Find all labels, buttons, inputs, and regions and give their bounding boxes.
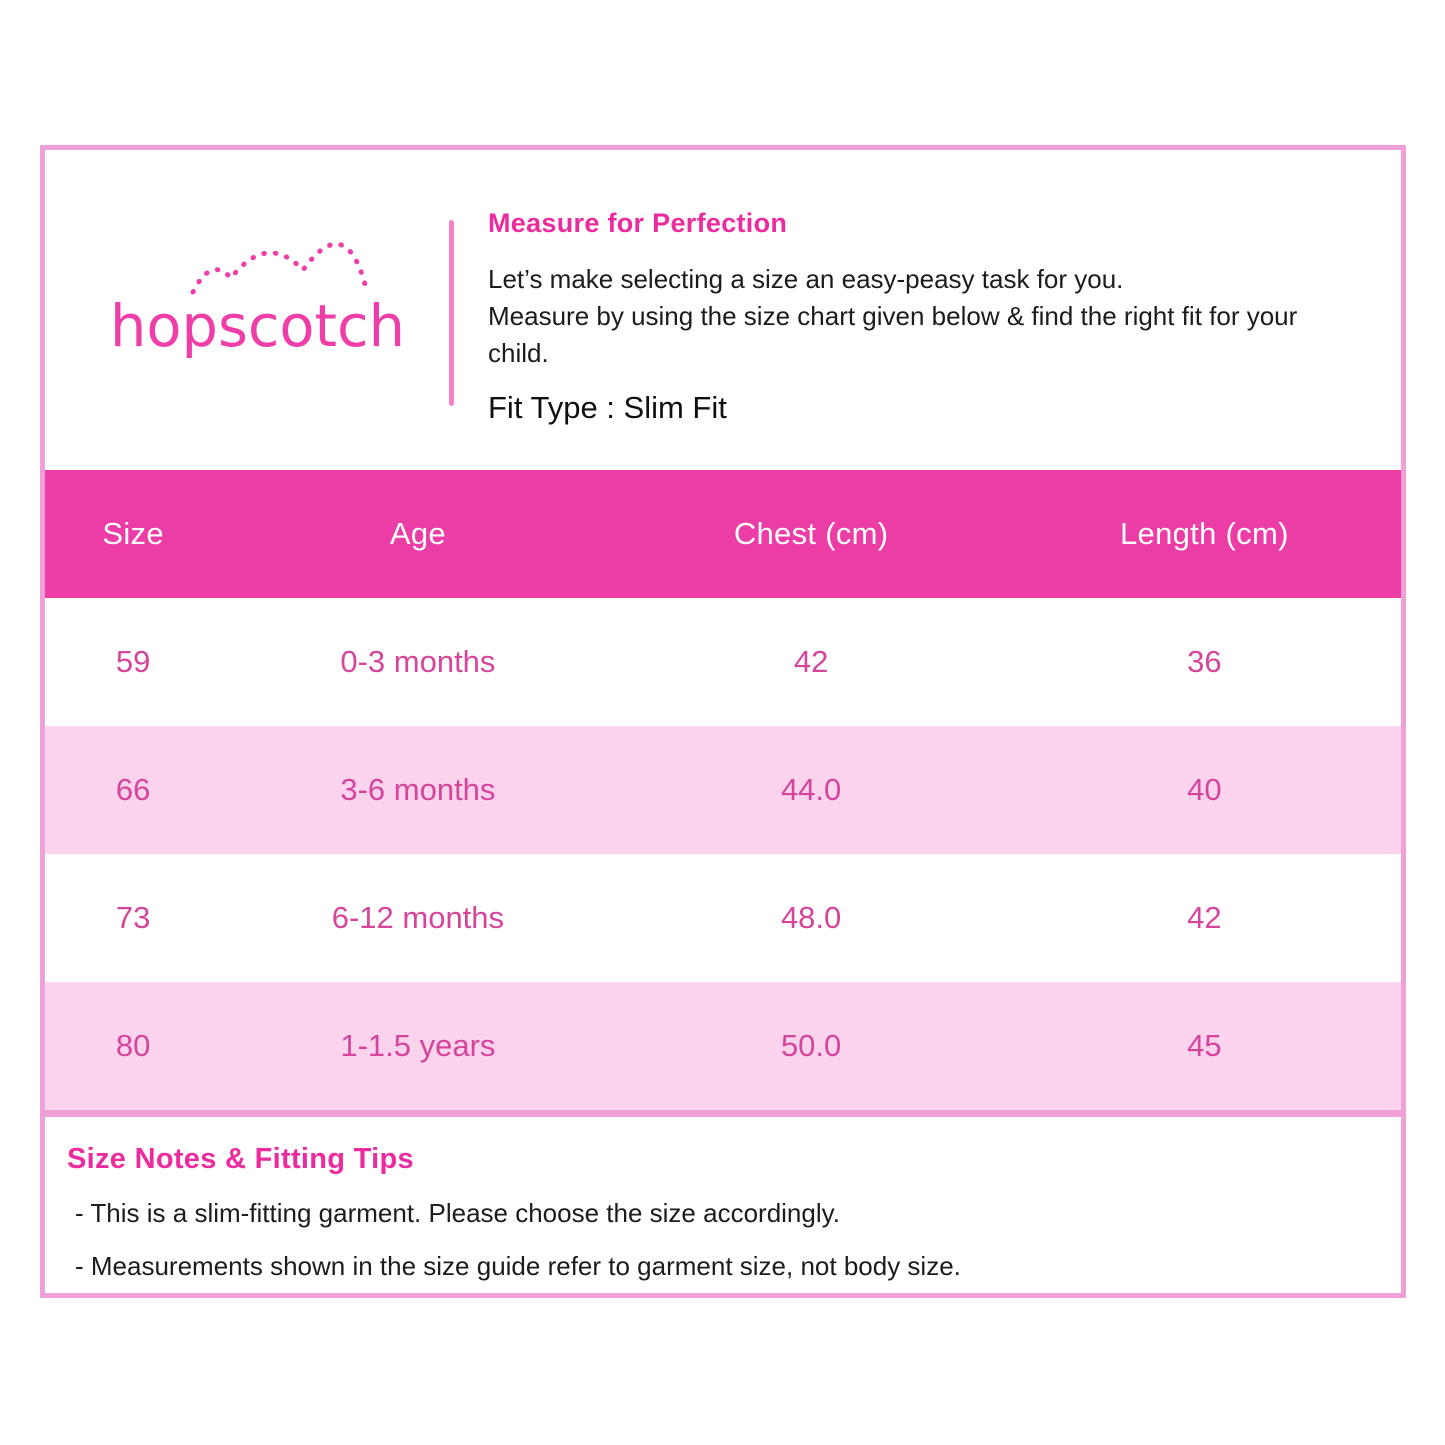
note-item-2: - Measurements shown in the size guide refer to garment size, not body size. xyxy=(75,1251,961,1281)
cell-size: 73 xyxy=(115,900,151,935)
hopscotch-logo xyxy=(105,226,415,386)
cell-length: 42 xyxy=(1187,900,1222,935)
cell-chest: 50.0 xyxy=(780,1028,842,1063)
header-size: Size xyxy=(102,516,164,551)
notes-section xyxy=(45,1110,1401,1282)
cell-age: 1-1.5 years xyxy=(340,1028,496,1063)
table-row xyxy=(45,982,1401,1110)
logo-text: hopscotch xyxy=(110,292,405,360)
vertical-divider xyxy=(449,220,454,406)
intro-block xyxy=(488,208,1388,426)
intro-line-2: Measure by using the size chart given below & find the right fit for your xyxy=(488,301,1298,331)
table-row xyxy=(45,854,1401,982)
hopscotch-logo-graphic xyxy=(105,226,415,386)
cell-age: 3-6 months xyxy=(340,772,496,807)
logo-dashed-hops-icon xyxy=(193,244,365,292)
intro-line-3: child. xyxy=(488,338,549,368)
notes-title: Size Notes & Fitting Tips xyxy=(67,1143,414,1175)
intro-line-1: Let’s make selecting a size an easy-peasy task for you. xyxy=(488,264,1124,294)
cell-length: 45 xyxy=(1187,1028,1222,1063)
top-section xyxy=(45,150,1401,470)
notes-divider xyxy=(45,1110,1401,1117)
header-chest: Chest (cm) xyxy=(733,516,889,551)
size-table xyxy=(45,470,1401,1110)
cell-chest: 48.0 xyxy=(780,900,842,935)
cell-size: 80 xyxy=(115,1028,151,1063)
notes-content xyxy=(45,1117,1401,1282)
cell-chest: 42 xyxy=(793,644,829,679)
header-length: Length (cm) xyxy=(1120,516,1289,551)
header-age: Age xyxy=(389,516,446,551)
table-header-row xyxy=(45,470,1401,598)
intro-body xyxy=(488,261,1388,372)
cell-length: 36 xyxy=(1187,644,1222,679)
size-chart-card xyxy=(40,145,1406,1298)
cell-age: 0-3 months xyxy=(340,644,496,679)
note-item-1: - This is a slim-fitting garment. Please choose the size accordingly. xyxy=(75,1198,840,1228)
table-row xyxy=(45,598,1401,726)
cell-age: 6-12 months xyxy=(331,900,505,935)
cell-chest: 44.0 xyxy=(780,772,842,807)
intro-title: Measure for Perfection xyxy=(488,208,788,238)
table-row xyxy=(45,726,1401,854)
cell-size: 59 xyxy=(115,644,151,679)
cell-size: 66 xyxy=(115,772,151,807)
cell-length: 40 xyxy=(1187,772,1222,807)
fit-type-label: Fit Type : Slim Fit xyxy=(488,390,727,425)
